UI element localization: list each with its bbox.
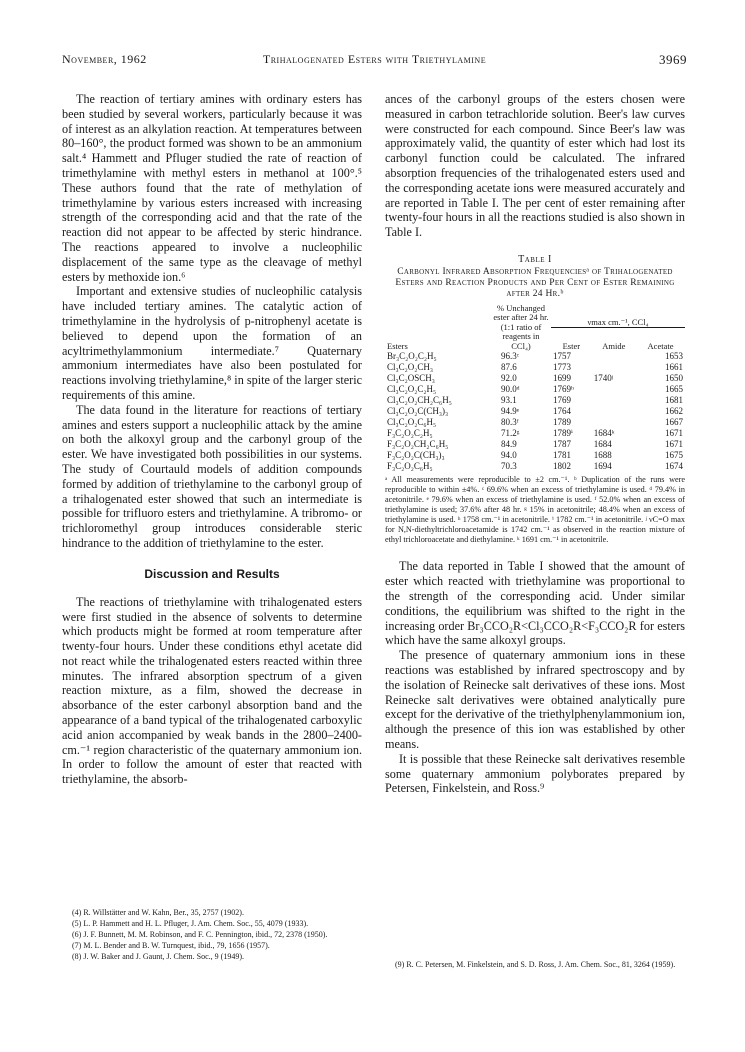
right-column [385,92,685,796]
paragraph-discussion: The reactions of triethylamine with trihalogenated esters were first studied in the absence of solvents to determine which products might be formed at room temperature after twenty-four hours. Under these conditions ethyl acetate did not react while the trihalogenated esters reacted within three minutes. The infrared absorption spectrum of a given reaction mixture, as a film, showed the decrease in absorbance of the ester carbonyl absorption band and the appearance of a band typical of the trihalogenated carboxylic acid anion accompanied by weak bands in the 2800–2400-cm.⁻¹ region characteristic of the quaternary ammonium ion. In order to follow the amount of ester that reacted with triethylamine, the absorb- [62,594,362,787]
cell-ester-freq: 1764 [553,406,571,417]
table-row [385,439,685,450]
col-header-ester: Ester [562,340,581,351]
cell-acetate: 1671 [665,439,683,450]
cell-acetate: 1653 [665,351,683,362]
footnote-7: (7) M. L. Bender and B. W. Turnquest, ibid., 79, 1656 (1957). [72,941,270,950]
cell-amide [592,362,636,373]
cell-acetate: 1665 [665,384,683,395]
left-column [62,92,362,787]
cell-unchanged: 94.0 [501,450,517,461]
cell-ester: Cl₃C₂O₂CH₂C₆H₅ [387,395,452,406]
cell-unchanged: 93.1 [501,395,517,406]
cell-acetate: 1667 [665,417,683,428]
page-header [62,52,687,68]
table-row [385,395,685,406]
cell-amide: 1740ʲ [593,373,614,384]
col-header-esters: Esters [387,340,408,351]
cell-ester-freq: 1769ʰ [553,384,574,395]
cell-acetate: 1681 [665,395,683,406]
cell-amide [592,417,636,428]
table-row [385,384,685,395]
cell-ester-freq: 1789 [553,417,571,428]
cell-ester-freq: 1757 [553,351,571,362]
section-title: Discussion and Results [144,566,280,581]
cell-unchanged: 90.0ᵈ [501,384,520,395]
cell-ester: Br₃C₂O₂C₂H₅ [387,351,437,362]
left-footnotes [62,908,362,963]
cell-ester: F₃C₂O₂C₂H₅ [387,428,433,439]
col-header-acetate: Acetate [647,340,674,351]
table-row [385,428,685,439]
col-header-group: νmax cm.⁻¹, CCl₄ [551,304,685,328]
cell-amide [592,351,636,362]
cell-amide: 1684 [593,439,612,450]
cell-unchanged: 96.3ᶜ [501,351,520,362]
cell-amide [592,384,636,395]
cell-acetate: 1675 [665,450,683,461]
cell-ester-freq: 1802 [553,461,571,472]
cell-ester-freq: 1769 [553,395,571,406]
table-row [385,450,685,461]
paragraph-results: The data reported in Table I showed that the amount of ester which reacted with triethylamine was proportional to the strength of the corresponding acid. Under similar conditions, the equilibrium was shifted to the right in the increasing order Br₃CCO₂R<Cl₃CCO₂R<F₃CCO₂R for esters which have the same alkoxyl groups. [385,559,685,648]
cell-ester-freq: 1773 [553,362,571,373]
cell-amide: 1688 [593,450,612,461]
table-row [385,461,685,472]
table-body [385,351,685,472]
footnote-5: (5) L. P. Hammett and H. L. Pfluger, J. Am. Chem. Soc., 55, 4079 (1933). [72,919,309,928]
table-row [385,417,685,428]
cell-ester: F₃C₂O₂CH₂C₆H₅ [387,439,449,450]
cell-amide: 1694 [593,461,612,472]
cell-acetate: 1671 [665,428,683,439]
cell-unchanged: 70.3 [501,461,517,472]
table-caption: Carbonyl Infrared Absorption Frequenciesᵃ of Trihalogenated Esters and Reaction Products and Per Cent of Ester Remaining after 24 Hr.ᵇ [395,266,675,299]
paragraph-literature: The data found in the literature for reactions of tertiary amines and esters support a nucleophilic attack by the amine on both the alkoxyl group and the carbonyl group of the ester. We have investigated both possibilities in our systems. The study of Courtauld models of addition compounds formed by addition of triethylamine to the carbonyl group of a trihalogenated ester showed that such an intermediate is possible for trifluoro esters and triethylamine. A tribromo- or trichloromethyl group introduces considerable steric hindrance to the addition of triethylamine to the ester. [62,402,362,550]
cell-amide: 1684ᵏ [593,428,615,439]
right-footnotes [385,960,685,971]
cell-ester: Cl₃C₂O₂C(CH₃)₃ [387,406,449,417]
cell-unchanged: 87.6 [501,362,517,373]
cell-ester-freq: 1789ⁱ [553,428,573,439]
col-header-amide: Amide [602,340,626,351]
header-date: November, 1962 [62,52,147,66]
footnote-9: (9) R. C. Petersen, M. Finkelstein, and S. D. Ross, J. Am. Chem. Soc., 81, 3264 (1959). [395,960,676,969]
cell-ester-freq: 1781 [553,450,571,461]
table-row [385,406,685,417]
cell-unchanged: 92.0 [501,373,517,384]
cell-acetate: 1662 [665,406,683,417]
table-row [385,373,685,384]
paragraph-intro: The reaction of tertiary amines with ordinary esters has been studied by several workers, particularly because it was of interest as an alkylation reaction. At temperatures between 80–160°, the product formed was shown to be an ammonium salt.⁴ Hammett and Pfluger studied the rate of reaction of trimethylamine with methyl esters in methanol at 100°.⁵ These authors found that the rate of methylation of trimethylamine by various esters increased with increasing strength of the corresponding acid and that the rate of the reaction did not appear to be affected by steric hindrance. The reactions appeared to involve a nucleophilic displacement of the same type as the cleavage of methyl esters by methoxide ion.⁶ [62,92,362,284]
cell-amide [592,406,636,417]
cell-unchanged: 94.9ᵉ [501,406,520,417]
cell-ester: F₃C₂O₂C₆H₅ [387,461,433,472]
cell-amide [592,395,636,406]
cell-ester: Cl₃C₂O₂CH₃ [387,362,434,373]
paragraph-quaternary: The presence of quaternary ammonium ions in these reactions was established by infrared spectroscopy and by the isolation of Reinecke salt derivatives of these ions. Most Reinecke salt derivatives were obtained analytically pure except for the derivative of the triethylphenylammonium ion, although the presence of this ion was established by other means. [385,648,685,752]
table-footnotes: ᵃ All measurements were reproducible to ±2 cm.⁻¹. ᵇ Duplication of the runs were reproducible to within ±4%. ᶜ 69.6% when an excess of triethylamine is used. ᵈ 79.4% in acetonitrile. ᵉ 79.6% when an excess of triethylamine is used. ᶠ 52.0% when an excess of triethylamine is used; 37.6% after 48 hr. ᵍ 15% in acetonitrile; 48.4% when an excess of triethylamine is used. ʰ 1758 cm.⁻¹ in acetonitrile. ⁱ 1782 cm.⁻¹ in acetonitrile. ʲ νC=O max for N,N-diethyltrichloroacetamide is 1742 cm.⁻¹ as observed in the reaction mixture of ethyl trichloroacetate and diethylamine. ᵏ 1691 cm.⁻¹ in acetonitrile. [385,475,685,545]
cell-acetate: 1674 [665,461,683,472]
paragraph-catalysis: Important and extensive studies of nucleophilic catalysis have included tertiary amines. The catalytic action of trimethylamine in the hydrolysis of p-nitrophenyl acetate is believed to depend upon the formation of an acyltrimethylammonium intermediate.⁷ Quaternary ammonium intermediates have also been postulated for reactions involving triethylamine,⁸ in spite of the larger steric requirements of this amine. [62,284,362,402]
cell-unchanged: 80.3ᶠ [501,417,519,428]
cell-unchanged: 71.2ᵍ [501,428,520,439]
cell-ester: Cl₃C₂O₂C₂H₅ [387,384,437,395]
table-1 [385,304,685,473]
table-title: Table I [518,253,552,265]
cell-unchanged: 84.9 [501,439,517,450]
header-running-title: Trihalogenated Esters with Triethylamine [262,52,487,66]
cell-ester: F₃C₂O₂C(CH₃)₃ [387,450,445,461]
cell-ester-freq: 1699 [553,373,571,384]
cell-acetate: 1661 [665,362,683,373]
footnote-8: (8) J. W. Baker and J. Gaunt, J. Chem. Soc., 9 (1949). [72,952,244,961]
table-row [385,351,685,362]
cell-ester: Cl₃C₂OSCH₃ [387,373,435,384]
paragraph-reinecke: It is possible that these Reinecke salt derivatives resemble some quaternary ammonium polyborates prepared by Petersen, Finkelstein, and Ross.⁹ [385,751,685,796]
table-row [385,362,685,373]
paragraph-absorbance: ances of the carbonyl groups of the esters chosen were measured in carbon tetrachloride solution. Beer's law curves were constructed for each compound. Since Beer's law was approximately valid, the quantity of ester which had lost its carbonyl function could be calculated. The infrared absorption frequencies of the trihalogenated esters used and the corresponding acetate ions were measured accurately and are reported in Table I. The per cent of ester remaining after twenty-four hours in all the reactions studied is also shown in Table I. [385,92,685,240]
footnote-4: (4) R. Willstätter and W. Kahn, Ber., 35, 2757 (1902). [72,908,244,917]
cell-ester-freq: 1787 [553,439,571,450]
cell-ester: Cl₃C₂O₂C₆H₅ [387,417,437,428]
footnote-6: (6) J. F. Bunnett, M. M. Robinson, and F. C. Pennington, ibid., 72, 2378 (1950). [72,930,328,939]
header-page-number: 3969 [659,52,687,67]
col-header-unchanged: % Unchanged ester after 24 hr. (1:1 ratio of reagents in CCl₄) [493,302,549,351]
cell-acetate: 1650 [665,373,683,384]
